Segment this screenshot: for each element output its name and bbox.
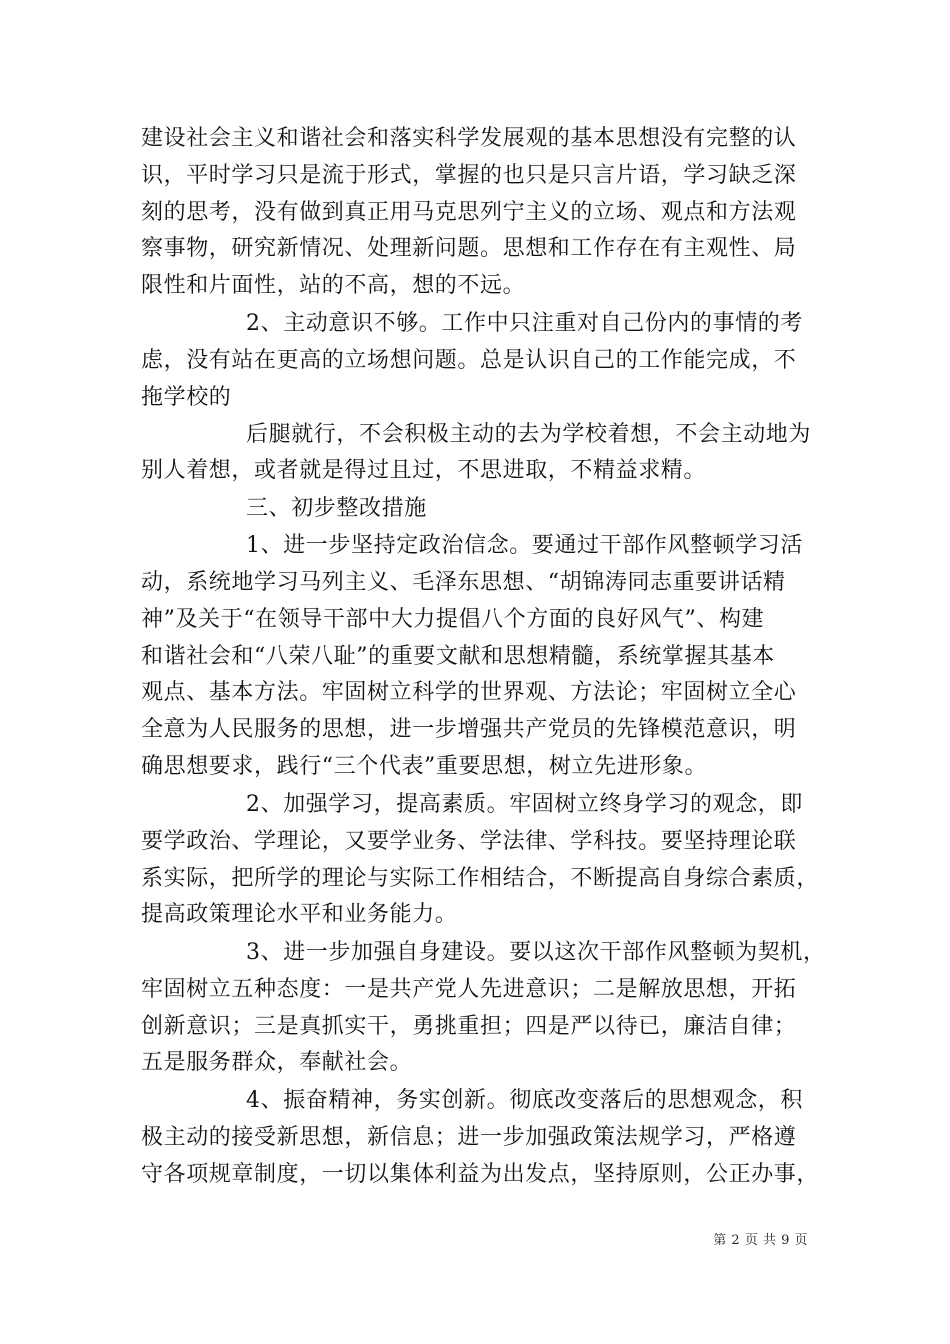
text-line: 识，平时学习只是流于形式，掌握的也只是只言片语，学习缺乏深: [141, 163, 797, 188]
text-line: 和谐社会和“八荣八耻”的重要文献和思想精髓，系统掌握其基本: [141, 644, 775, 669]
text-line: 虑，没有站在更高的立场想问题。总是认识自己的工作能完成，不: [141, 348, 797, 373]
text-line: 确思想要求，践行“三个代表”重要思想，树立先进形象。: [141, 754, 708, 779]
text-line: 神”及关于“在领导干部中大力提倡八个方面的良好风气”、构建: [141, 607, 765, 632]
text-line: 建设社会主义和谐社会和落实科学发展观的基本思想没有完整的认: [141, 126, 797, 151]
text-line: 守各项规章制度，一切以集体利益为出发点，坚持原则，公正办事，: [141, 1162, 820, 1187]
text-line: 创新意识；三是真抓实干，勇挑重担；四是严以待已，廉洁自律；: [141, 1014, 797, 1039]
text-line: 刻的思考，没有做到真正用马克思列宁主义的立场、观点和方法观: [141, 200, 797, 225]
text-line: 要学政治、学理论，又要学业务、学法律、学科技。要坚持理论联: [141, 829, 797, 854]
text-line: 全意为人民服务的思想，进一步增强共产党员的先锋模范意识，明: [141, 717, 797, 742]
text-line: 系实际，把所学的理论与实际工作相结合，不断提高自身综合素质，: [141, 866, 820, 891]
text-line: 别人着想，或者就是得过且过，不思进取，不精益求精。: [141, 458, 707, 483]
text-line: 观点、基本方法。牢固树立科学的世界观、方法论；牢固树立全心: [141, 680, 797, 705]
text-line: 3、进一步加强自身建设。要以这次干部作风整顿为契机，: [246, 940, 826, 965]
text-line: 2、主动意识不够。工作中只注重对自己份内的事情的考: [246, 311, 803, 336]
text-line: 后腿就行，不会积极主动的去为学校着想，不会主动地为: [246, 422, 812, 447]
text-line: 五是服务群众，奉献社会。: [141, 1050, 413, 1075]
text-line: 提高政策理论水平和业务能力。: [141, 902, 458, 927]
text-line: 察事物，研究新情况、处理新问题。思想和工作存在有主观性、局: [141, 236, 797, 261]
text-line: 限性和片面性，站的不高，想的不远。: [141, 273, 526, 298]
text-line: 4、振奋精神，务实创新。彻底改变落后的思想观念，积: [246, 1088, 803, 1113]
text-line: 极主动的接受新思想，新信息；进一步加强政策法规学习，严格遵: [141, 1125, 797, 1150]
text-line: 拖学校的: [141, 385, 232, 410]
text-line: 1、进一步坚持定政治信念。要通过干部作风整顿学习活: [246, 533, 803, 558]
text-line: 2、加强学习，提高素质。牢固树立终身学习的观念，即: [246, 792, 803, 817]
text-line: 牢固树立五种态度：一是共产党人先进意识；二是解放思想，开拓: [141, 977, 797, 1002]
page-number: 第 2 页 共 9 页: [713, 1233, 808, 1248]
section-heading: 三、初步整改措施: [246, 496, 427, 521]
text-line: 动，系统地学习马列主义、毛泽东思想、“胡锦涛同志重要讲话精: [141, 570, 786, 595]
